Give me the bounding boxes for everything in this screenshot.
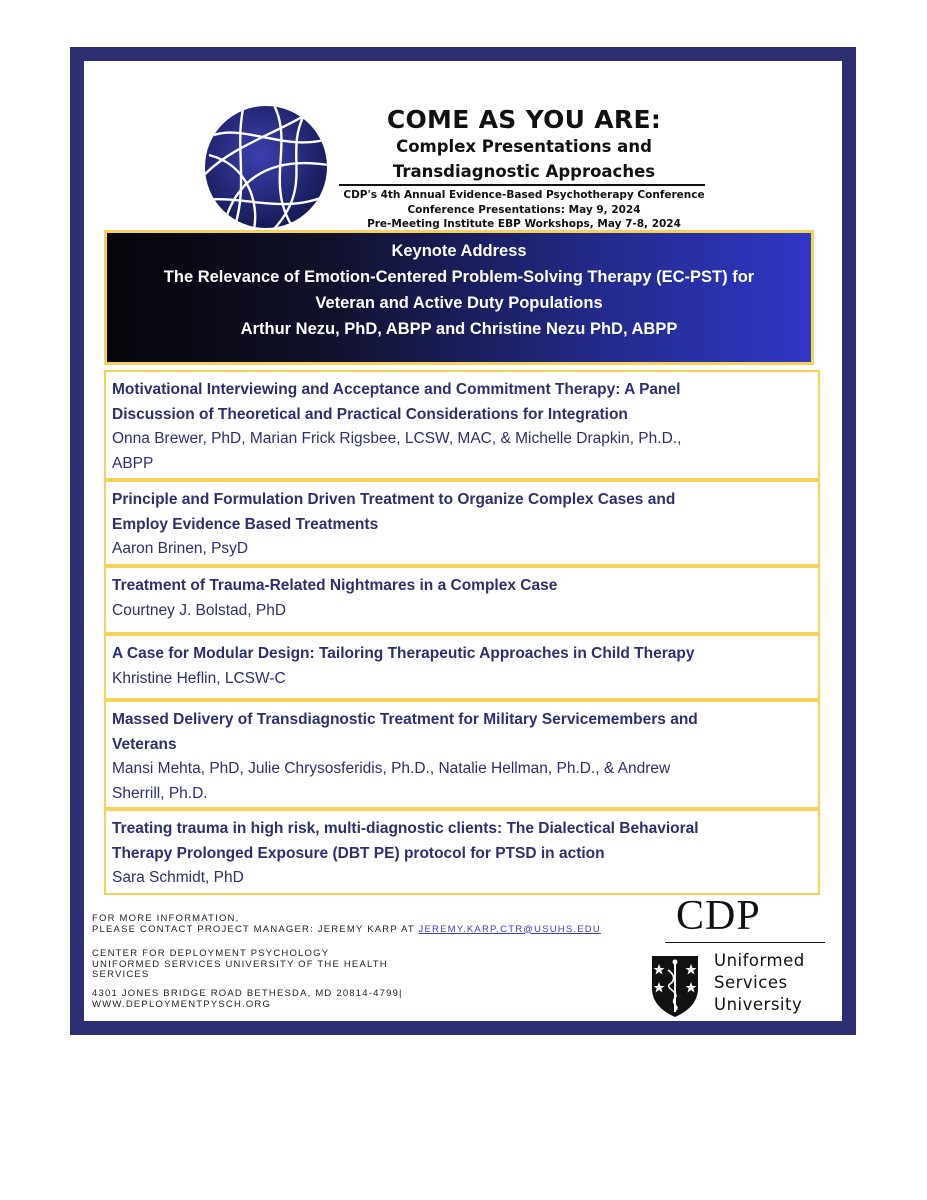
session-title: Veterans xyxy=(112,735,177,753)
conference-info xyxy=(324,188,724,232)
session-card xyxy=(104,370,820,480)
keynote-banner xyxy=(104,230,814,365)
address-info xyxy=(92,989,403,1010)
session-authors: ABPP xyxy=(112,454,154,472)
session-title: Massed Delivery of Transdiagnostic Treatment for Military Servicemembers and xyxy=(112,711,698,728)
keynote-speakers: Arthur Nezu, PhD, ABPP and Christine Nezu PhD, ABPP xyxy=(240,320,678,338)
org-parent-cont: SERVICES xyxy=(92,969,150,980)
session-title: Motivational Interviewing and Acceptance and Commitment Therapy: A Panel xyxy=(112,381,681,398)
contact-line xyxy=(92,925,601,936)
session-title: Discussion of Theoretical and Practical Considerations for Integration xyxy=(112,405,628,423)
conference-subtitle-1: Complex Presentations and xyxy=(396,137,652,156)
session-authors: Sherrill, Ph.D. xyxy=(112,784,208,802)
session-title: Treatment of Trauma-Related Nightmares in a Complex Case xyxy=(112,577,558,594)
conference-dates-line: Conference Presentations: May 9, 2024 xyxy=(407,203,641,216)
keynote-title-line-2: Veteran and Active Duty Populations xyxy=(315,294,603,312)
contact-prefix: PLEASE CONTACT PROJECT MANAGER: JEREMY KARP AT xyxy=(92,923,415,935)
contact-email-link[interactable]: JEREMY.KARP.CTR@USUHS.EDU xyxy=(418,923,601,935)
session-authors: Onna Brewer, PhD, Marian Frick Rigsbee, LCSW, MAC, & Michelle Drapkin, Ph.D., xyxy=(112,430,682,447)
keynote-label: Keynote Address xyxy=(391,242,527,260)
page-content xyxy=(84,61,842,1021)
session-authors: Aaron Brinen, PsyD xyxy=(112,540,249,557)
session-card xyxy=(104,480,820,566)
session-authors: Mansi Mehta, PhD, Julie Chrysosferidis, Ph.D., Natalie Hellman, Ph.D., & Andrew xyxy=(112,760,671,777)
session-title: Therapy Prolonged Exposure (DBT PE) protocol for PTSD in action xyxy=(112,844,605,862)
session-authors: Sara Schmidt, PhD xyxy=(112,869,244,886)
org-parent: UNIFORMED SERVICES UNIVERSITY OF THE HEALTH xyxy=(92,958,388,970)
session-card xyxy=(104,700,820,809)
cdp-logo: CDP xyxy=(676,893,761,939)
street-address: 4301 JONES BRIDGE ROAD BETHESDA, MD 20814-4799| xyxy=(92,988,403,999)
conference-title: COME AS YOU ARE: xyxy=(386,105,662,134)
page-frame xyxy=(70,47,856,1035)
session-authors: Courtney J. Bolstad, PhD xyxy=(112,601,287,619)
title-divider xyxy=(339,184,705,186)
usu-line-3: University xyxy=(714,995,803,1014)
usu-logo-text xyxy=(714,950,805,1016)
conference-info-line: CDP's 4th Annual Evidence-Based Psychotherapy Conference xyxy=(343,189,705,201)
workshop-dates-line: Pre-Meeting Institute EBP Workshops, May 7-8, 2024 xyxy=(367,218,681,230)
keynote-title-line-1: The Relevance of Emotion-Centered Problem-Solving Therapy (EC-PST) for xyxy=(163,268,755,286)
usu-shield-icon xyxy=(650,954,700,1018)
session-card xyxy=(104,809,820,895)
contact-info xyxy=(92,914,601,935)
conference-title-block xyxy=(324,105,724,184)
usu-line-1: Uniformed xyxy=(714,951,805,970)
session-title: Treating trauma in high risk, multi-diagnostic clients: The Dialectical Behavioral xyxy=(112,820,699,837)
organization-info xyxy=(92,949,388,981)
conference-subtitle-2: Transdiagnostic Approaches xyxy=(392,162,656,181)
cdp-divider xyxy=(665,942,825,943)
session-authors: Khristine Heflin, LCSW-C xyxy=(112,669,286,687)
session-title: A Case for Modular Design: Tailoring Therapeutic Approaches in Child Therapy xyxy=(112,645,695,662)
session-title: Employ Evidence Based Treatments xyxy=(112,515,379,533)
session-title: Principle and Formulation Driven Treatment to Organize Complex Cases and xyxy=(112,491,676,508)
org-name: CENTER FOR DEPLOYMENT PSYCHOLOGY xyxy=(92,948,330,959)
usu-line-2: Services xyxy=(714,973,788,992)
session-card xyxy=(104,634,820,700)
website-text: WWW.DEPLOYMENTPYSCH.ORG xyxy=(92,998,272,1010)
session-card xyxy=(104,566,820,634)
more-info-text: FOR MORE INFORMATION, xyxy=(92,913,240,924)
conference-logo-icon xyxy=(204,105,328,229)
